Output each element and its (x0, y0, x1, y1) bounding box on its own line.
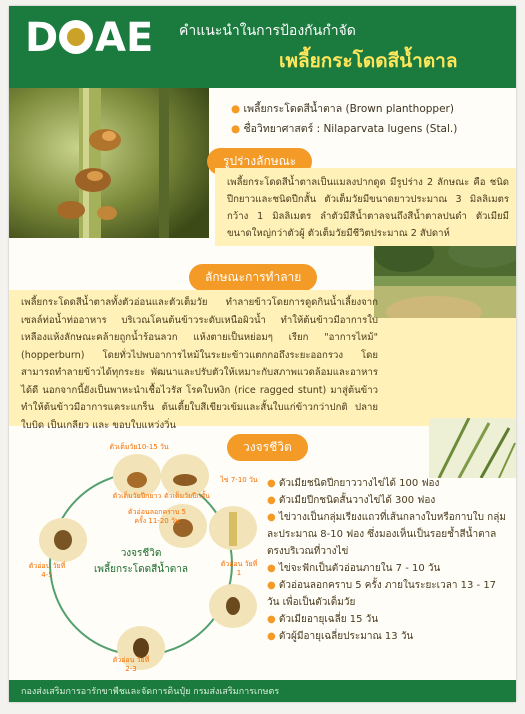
header-subtitle: คำแนะนำในการป้องกันกำจัด (179, 23, 356, 39)
bullet-dot-icon: ● (231, 123, 244, 135)
planthopper-photo (9, 88, 209, 238)
stage-photo-nymph-1 (209, 584, 257, 628)
stage-photo-eggs (209, 506, 257, 550)
lifecycle-facts (267, 475, 507, 645)
doae-logo (25, 16, 165, 60)
section-morphology-title: รูปร่างลักษณะ (207, 148, 312, 175)
page (9, 6, 516, 702)
stage-label-short-wing: ตัวเต็มวัยปีกสั้น (164, 492, 210, 500)
bullet-dot-icon: ● (267, 495, 279, 506)
bullet-dot-icon: ● (267, 614, 279, 625)
section-damage-title: ลักษณะการทำลาย (189, 264, 317, 291)
planthopper-illustration (9, 88, 209, 238)
lifecycle-center-line2: เพลี้ยกระโดดสีน้ำตาล (94, 564, 188, 575)
stage-label-nymph-1: ตัวอ่อน วัยที่ 1 (220, 560, 258, 577)
bullet-text: เพลี้ยกระโดดสีน้ำตาล (Brown planthopper) (243, 103, 454, 115)
fact-item: ● ไข่จะฟักเป็นตัวอ่อนภายใน 7 - 10 วัน (267, 563, 441, 574)
bullet-common-name (231, 100, 454, 117)
damage-text: เพลี้ยกระโดดสีน้ำตาลทั้งตัวอ่อนและตัวเต็มวัย ทำลายข้าวโดยการดูดกินน้ำเลี้ยงจากเซลล์ท่อน้ำท่ออาหาร บริเวณโคนต้นข้าวระดับเหนือผิวน้ำ ทำให้ต้นข้าวมีอาการใบเหลืองแห้งลักษณะคล้ายถูกน้ำร้อนลวก แห้งตายเป็นหย่อมๆ เรียก "อาการไหม้" (hopperburn) โดยทั่วไปพบอาการไหม้ในระยะข้าวแตกกอถึงระยะออกรวง โดยสามารถทำลายข้าวได้ทุกระยะ พัฒนาและปรับตัวให้เหมาะกับสภาพแวดล้อมและอาหารได้ดี นอกจากนี้ยังเป็นพาหะนำเชื้อไวรัส โรคใบหงิก (rice ragged stunt) มาสู่ต้นข้าวทำให้ต้นข้าวมีอาการแคระแกร็น ต้นเตี้ยใบสีเขียวเข้มและสั้นใบแก่ข้าวกว่าปกติ ปลายใบบิด เป็นเกลียว และ ขอบใบแหว่งวิ่น (21, 297, 378, 431)
rice-leaves-photo (429, 418, 516, 478)
footer-bar (9, 680, 516, 702)
lifecycle-center-label (91, 546, 191, 578)
bullet-text: ชื่อวิทยาศาสตร์ : Nilaparvata lugens (Stal.) (243, 123, 458, 135)
section-lifecycle-title: วงจรชีวิต (227, 434, 308, 461)
stage-label-nymph-4-5: ตัวอ่อน วัยที่ 4-5 (28, 562, 66, 579)
stage-label-eggs: ไข่ 7-10 วัน (220, 476, 258, 484)
lifecycle-center-line1: วงจรชีวิต (120, 548, 162, 559)
logo-seal-icon (59, 20, 93, 54)
fact-item: ● ตัวเมียชนิดปีกยาววางไข่ได้ 100 ฟอง (267, 478, 440, 489)
bullet-dot-icon: ● (231, 103, 244, 115)
bullet-dot-icon: ● (267, 580, 279, 591)
logo-letter-d: D (25, 15, 59, 61)
bullet-scientific-name (231, 120, 457, 137)
header-title: เพลี้ยกระโดดสีน้ำตาล (279, 50, 458, 72)
fact-item: ● ตัวอ่อนลอกคราบ 5 ครั้ง ภายในระยะเวลา 13 - 17 วัน เพื่อเป็นตัวเต็มวัย (267, 580, 497, 608)
stage-label-adult: ตัวเต็มวัย10-15 วัน (109, 443, 169, 451)
stage-photo-nymph-4-5 (39, 518, 87, 562)
fact-item: ● ตัวผู้มีอายุเฉลี่ยประมาณ 13 วัน (267, 631, 414, 642)
bullet-dot-icon: ● (267, 631, 279, 642)
bullet-dot-icon: ● (267, 512, 279, 523)
header-banner (9, 6, 516, 88)
bullet-dot-icon: ● (267, 478, 279, 489)
fact-item: ● ตัวเมียอายุเฉลี่ย 15 วัน (267, 614, 379, 625)
rice-leaves-illustration (429, 418, 516, 478)
logo-letters-ae: AE (95, 15, 154, 61)
stage-label-nymph-molt: ตัวอ่อนลอกคราบ 5 ครั้ง 11-20 วัน (128, 508, 186, 525)
fact-item: ● ไข่วางเป็นกลุ่มเรียงแถวที่เส้นกลางใบหรือกาบใบ กลุ่มละประมาณ 8-10 ฟอง ซึ่งมองเห็นเป็นรอยช้ำสีน้ำตาลตรงบริเวณที่วางไข่ (267, 512, 506, 557)
stage-label-nymph-2-3: ตัวอ่อน วัยที่ 2-3 (112, 656, 150, 673)
footer-text: กองส่งเสริมการอารักขาพืชและจัดการดินปุ๋ย กรมส่งเสริมการเกษตร (21, 687, 280, 697)
fact-item: ● ตัวเมียปีกชนิดสั้นวางไข่ได้ 300 ฟอง (267, 495, 436, 506)
stage-label-long-wing: ตัวเต็มวัยปีกยาว (112, 492, 162, 500)
bullet-dot-icon: ● (267, 563, 279, 574)
morphology-text: เพลี้ยกระโดดสีน้ำตาลเป็นแมลงปากดูด มีรูปร่าง 2 ลักษณะ คือ ชนิดปีกยาวและชนิดปีกสั้น ตัวเต็มวัยมีขนาดยาวประมาณ 3 มิลลิเมตร กว้าง 1 มิลลิเมตร ลำตัวมีสีน้ำตาลจนถึงสีน้ำตาลปนดำ ตัวเมียมีขนาดใหญ่กว่าตัวผู้ ตัวเต็มวัยมีชีวิตประมาณ 2 สัปดาห์ (227, 177, 509, 239)
